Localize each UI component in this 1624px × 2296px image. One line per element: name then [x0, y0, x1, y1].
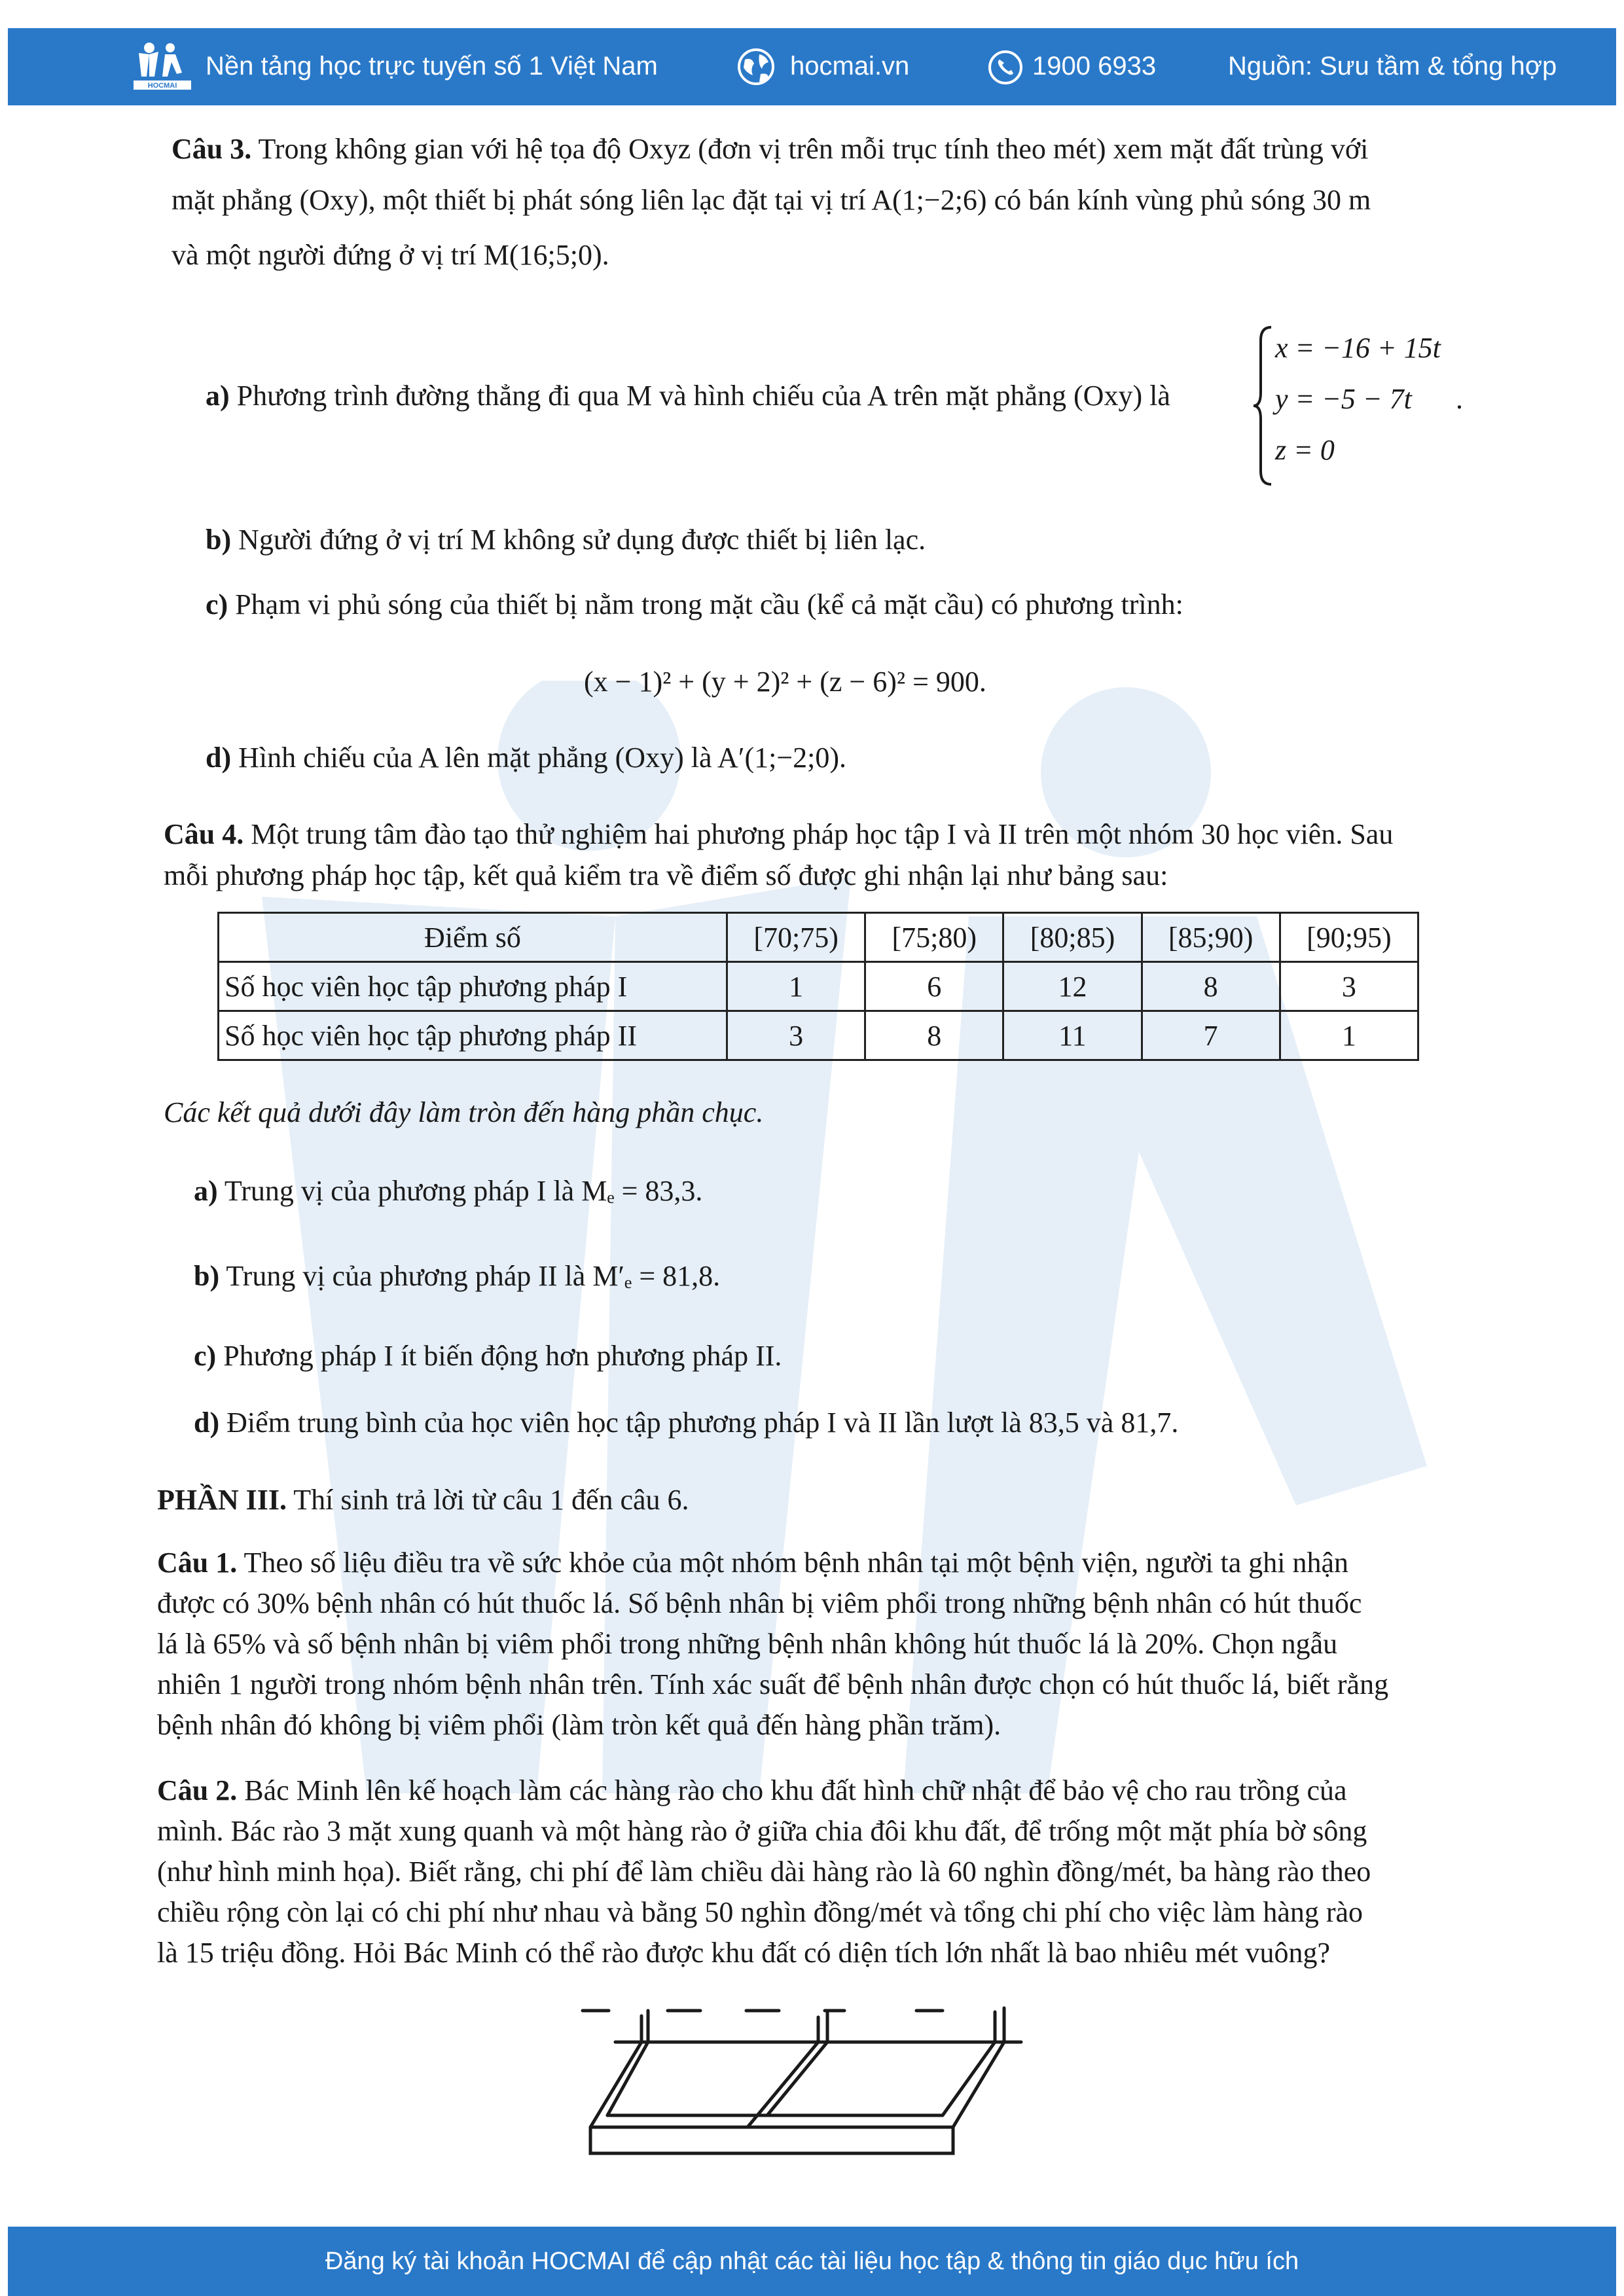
q3-line1: Câu 3. Trong không gian với hệ tọa độ Oxyz (đơn vị trên mỗi trục tính theo mét) xem mặt đất trùng với: [171, 133, 1369, 165]
p3q1-line4: nhiên 1 người trong nhóm bệnh nhân trên. Tính xác suất để bệnh nhân được chọn có hút thuốc lá, biết rằng: [157, 1668, 1389, 1700]
q4-a: a) Trung vị của phương pháp I là Mₑ = 83,3.: [194, 1175, 703, 1207]
q4-line2: mỗi phương pháp học tập, kết quả kiểm tra về điểm số được ghi nhận lại như bảng sau:: [164, 859, 1168, 891]
table-header-row: Điểm số [70;75) [75;80) [80;85) [85;90) [90;95): [219, 913, 1418, 962]
q3-line3: và một người đứng ở vị trí M(16;5;0).: [171, 239, 609, 271]
globe-icon: [736, 46, 776, 87]
p3q1-line1: Câu 1. Theo số liệu điều tra về sức khỏe của một nhóm bệnh nhân tại một bệnh viện, người ta ghi nhận: [157, 1547, 1349, 1579]
q3-d: d) Hình chiếu của A lên mặt phẳng (Oxy) là A′(1;−2;0).: [206, 742, 847, 774]
table-row: Số học viên học tập phương pháp II 3 8 11 7 1: [219, 1011, 1418, 1060]
q3-c: c) Phạm vi phủ sóng của thiết bị nằm trong mặt cầu (kể cả mặt cầu) có phương trình:: [206, 588, 1183, 620]
score-table: [217, 912, 1419, 1061]
website-link[interactable]: hocmai.vn: [790, 52, 910, 81]
brace-icon: [1252, 325, 1274, 487]
q4-b: b) Trung vị của phương pháp II là M′ₑ = 81,8.: [194, 1260, 721, 1292]
q3-a: a) Phương trình đường thẳng đi qua M và hình chiếu của A trên mặt phẳng (Oxy) là: [206, 380, 1170, 412]
q4-d: d) Điểm trung bình của học viên học tập phương pháp I và II lần lượt là 83,5 và 81,7.: [194, 1407, 1179, 1439]
fence-diagram: [576, 1977, 1034, 2173]
p3q1-label: Câu 1.: [157, 1547, 238, 1579]
footer-bar[interactable]: Đăng ký tài khoản HOCMAI để cập nhật các tài liệu học tập & thông tin giáo dục hữu ích: [8, 2227, 1616, 2296]
phone-icon: [987, 49, 1024, 86]
brand-slogan: Nền tảng học trực tuyến số 1 Việt Nam: [206, 52, 658, 81]
q3-a-eq2: y = −5 − 7t: [1275, 383, 1412, 415]
header-bar: [8, 28, 1616, 105]
q4-c: c) Phương pháp I ít biến động hơn phương pháp II.: [194, 1340, 782, 1372]
q3-c-equation: (x − 1)² + (y + 2)² + (z − 6)² = 900.: [584, 666, 986, 698]
q4-label: Câu 4.: [164, 818, 244, 850]
p3q2-line4: chiều rộng còn lại có chi phí như nhau và bằng 50 nghìn đồng/mét và tổng chi phí cho việc làm hàng rào: [157, 1896, 1363, 1928]
q3-line2: mặt phẳng (Oxy), một thiết bị phát sóng liên lạc đặt tại vị trí A(1;−2;6) có bán kính vùng phủ sóng 30 m: [171, 184, 1371, 216]
q3-a-eq1: x = −16 + 15t: [1275, 332, 1441, 364]
part3-heading: PHẦN III. Thí sinh trả lời từ câu 1 đến câu 6.: [157, 1484, 689, 1516]
p3q1-line3: lá là 65% và số bệnh nhân bị viêm phổi trong những bệnh nhân không hút thuốc lá là 20%. Chọn ngẫu: [157, 1628, 1338, 1660]
q4-line1: Câu 4. Một trung tâm đào tạo thử nghiệm hai phương pháp học tập I và II trên một nhóm 30 học viên. Sau: [164, 818, 1394, 850]
q3-a-end: .: [1456, 383, 1463, 415]
p3q2-line1: Câu 2. Bác Minh lên kế hoạch làm các hàng rào cho khu đất hình chữ nhật để bảo vệ cho rau trồng của: [157, 1774, 1347, 1806]
table-row: Số học viên học tập phương pháp I 1 6 12 8 3: [219, 962, 1418, 1011]
q3-label: Câu 3.: [171, 133, 252, 165]
hocmai-logo[interactable]: [130, 40, 195, 92]
logo-text: HOCMAI: [147, 82, 177, 90]
p3q1-line5: bệnh nhân đó không bị viêm phổi (làm tròn kết quả đến hàng phần trăm).: [157, 1709, 1001, 1741]
p3q2-line2: mình. Bác rào 3 mặt xung quanh và một hàng rào ở giữa chia đôi khu đất, để trống một mặt phía bờ sông: [157, 1815, 1367, 1847]
p3q1-line2: được có 30% bệnh nhân có hút thuốc lá. Số bệnh nhân bị viêm phổi trong những bệnh nhân có hút thuốc: [157, 1587, 1362, 1619]
q3-b: b) Người đứng ở vị trí M không sử dụng được thiết bị liên lạc.: [206, 524, 926, 556]
p3q2-line3: (như hình minh họa). Biết rằng, chi phí để làm chiều dài hàng rào là 60 nghìn đồng/mét, ba hàng rào theo: [157, 1856, 1371, 1888]
q4-rounding-note: Các kết quả dưới đây làm tròn đến hàng phần chục.: [164, 1096, 764, 1128]
p3q2-label: Câu 2.: [157, 1774, 238, 1806]
hotline[interactable]: 1900 6933: [1032, 52, 1157, 81]
p3q2-line5: là 15 triệu đồng. Hỏi Bác Minh có thể rào được khu đất có diện tích lớn nhất là bao nhiêu mét vuông?: [157, 1937, 1331, 1969]
source-note: Nguồn: Sưu tầm & tổng hợp: [1228, 52, 1557, 81]
q3-a-eq3: z = 0: [1275, 434, 1335, 466]
